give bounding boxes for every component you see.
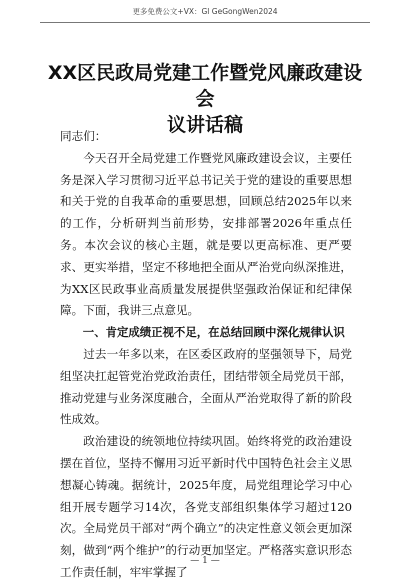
section1-paragraph-2: 政治建设的统领地位持续巩固。始终将党的政治建设摆在首位，坚持不懈用习近平新时代中国特色社会主义思想凝心铸魂。据统计，2025年度，局党组理论学习中心组开展专题学习14次，各党支部组织集体学习超过120次。全局党员干部对“两个确立”的决定性意义领会更加深刻，做到“两个维护”的行动更加坚定。严格落实意识形态工作责任制，牢牢掌握了 <box>60 434 352 579</box>
page-header <box>0 0 410 24</box>
header-text: 更多免费公文+VX：Gl GeGongWen2024 <box>132 7 278 16</box>
header-divider <box>40 22 370 23</box>
section-heading-1: 一、肯定成绩正视不足，在总结回顾中深化规律认识 <box>82 325 345 340</box>
title-line-1: XX区民政局党建工作暨党风廉政建设会 <box>47 62 363 110</box>
salutation: 同志们： <box>60 129 107 143</box>
intro-paragraph: 今天召开全局党建工作暨党风廉政建设会议，主要任务是深入学习贯彻习近平总书记关于党的建设的重要思想和关于党的自我革命的重要思想，回顾总结2025年以来的工作，分析研判当前形势，安排部署2026年重点任务。本次会议的核心主题，就是要以更高标准、更严要求、更实举措，坚定不移地把全面从严治党向纵深推进，为XX区民政事业高质量发展提供坚强政治保证和纪律保障。下面，我讲三点意见。 <box>60 150 352 318</box>
title-line-2: 议讲话稿 <box>166 114 243 136</box>
page-number: — 1 — <box>190 556 220 566</box>
section1-paragraph-1: 过去一年多以来，在区委区政府的坚强领导下，局党组坚决扛起管党治党政治责任，团结带领全局党员干部，推动党建与业务深度融合，全面从严治党取得了新的阶段性成效。 <box>60 346 352 427</box>
document-body <box>60 126 352 584</box>
